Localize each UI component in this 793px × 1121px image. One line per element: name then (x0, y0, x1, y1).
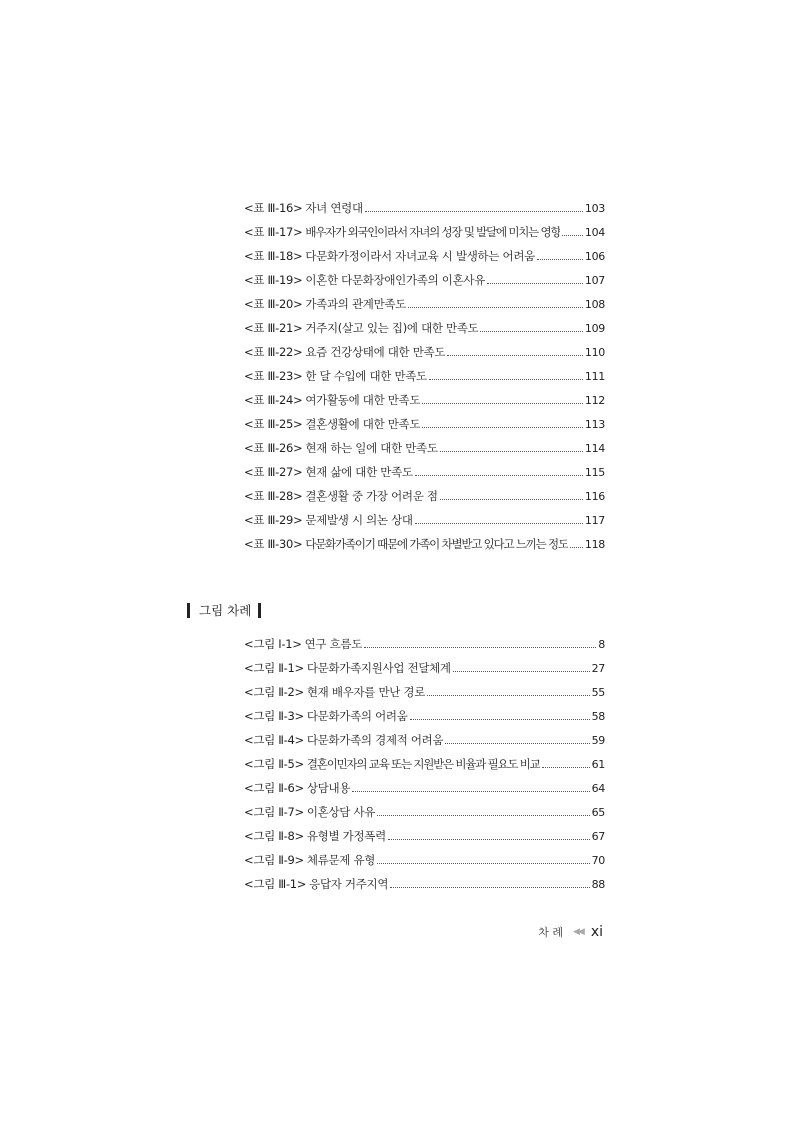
dot-leader (445, 743, 589, 744)
entry-page-number: 58 (591, 710, 605, 723)
entry-page-number: 65 (591, 806, 605, 819)
entry-title: 다문화가족이기 때문에 가족이 차별받고 있다고 느끼는 정도 (305, 537, 568, 551)
entry-page-number: 70 (591, 854, 605, 867)
dot-leader (422, 403, 583, 404)
entry-page-number: 113 (584, 418, 605, 431)
entry-code: <표 Ⅲ-26> (244, 441, 303, 455)
entry-code: <그림 Ⅱ-5> (244, 757, 304, 771)
entry-code: <그림 Ⅱ-8> (244, 829, 304, 843)
toc-entry[interactable] (244, 704, 605, 728)
entry-code: <표 Ⅲ-30> (244, 537, 303, 551)
toc-entry[interactable] (244, 196, 605, 220)
entry-title: 결혼이민자의 교육 또는 지원받은 비율과 필요도 비교 (306, 757, 540, 771)
entry-title: 연구 흐름도 (304, 637, 363, 651)
entry-title: 배우자가 외국인이라서 자녀의 성장 및 발달에 미치는 영향 (305, 225, 561, 239)
entry-page-number: 59 (591, 734, 605, 747)
toc-entry[interactable] (244, 436, 605, 460)
dot-leader (427, 695, 590, 696)
dot-leader (410, 719, 590, 720)
dot-leader (415, 475, 583, 476)
heading-bar-right (258, 603, 261, 618)
entry-code: <그림 Ⅲ-1> (244, 877, 307, 891)
entry-title: 요즘 건강상태에 대한 만족도 (305, 345, 446, 359)
dot-leader (447, 355, 583, 356)
entry-title: 현재 삶에 대한 만족도 (305, 465, 413, 479)
entry-code: <그림 Ⅱ-3> (244, 709, 304, 723)
dot-leader (570, 547, 583, 548)
entry-title: 유형별 가정폭력 (306, 829, 386, 843)
entry-title: 결혼생활 중 가장 어려운 점 (305, 489, 438, 503)
dot-leader (487, 283, 583, 284)
entry-title: 다문화가족의 경제적 어려움 (306, 733, 444, 747)
entry-code: <표 Ⅲ-27> (244, 465, 303, 479)
figures-section-heading (187, 601, 261, 619)
dot-leader (408, 307, 583, 308)
dot-leader (377, 815, 590, 816)
entry-code: <표 Ⅲ-24> (244, 393, 303, 407)
entry-page-number: 103 (584, 202, 605, 215)
figures-heading-label: 그림 차례 (199, 603, 252, 618)
dot-leader (562, 235, 583, 236)
entry-title: 다문화가족지원사업 전달체계 (306, 661, 451, 675)
toc-entry[interactable] (244, 340, 605, 364)
entry-code: <표 Ⅲ-20> (244, 297, 303, 311)
dot-leader (364, 647, 596, 648)
toc-entry[interactable] (244, 680, 605, 704)
entry-code: <표 Ⅲ-22> (244, 345, 303, 359)
toc-entry[interactable] (244, 800, 605, 824)
toc-entry[interactable] (244, 484, 605, 508)
dot-leader (388, 839, 590, 840)
toc-entry[interactable] (244, 412, 605, 436)
entry-code: <표 Ⅲ-28> (244, 489, 303, 503)
entry-page-number: 64 (591, 782, 605, 795)
entry-page-number: 106 (584, 250, 605, 263)
entry-page-number: 27 (591, 662, 605, 675)
entry-page-number: 107 (584, 274, 605, 287)
toc-entry[interactable] (244, 460, 605, 484)
entry-page-number: 55 (591, 686, 605, 699)
entry-code: <표 Ⅲ-18> (244, 249, 303, 263)
toc-entry[interactable] (244, 508, 605, 532)
entry-title: 체류문제 유형 (306, 853, 376, 867)
table-of-figures (244, 632, 605, 896)
toc-entry[interactable] (244, 268, 605, 292)
entry-code: <표 Ⅲ-17> (244, 225, 303, 239)
toc-entry[interactable] (244, 316, 605, 340)
entry-code: <표 Ⅲ-25> (244, 417, 303, 431)
entry-title: 현재 하는 일에 대한 만족도 (305, 441, 438, 455)
entry-page-number: 108 (584, 298, 605, 311)
entry-code: <표 Ⅲ-16> (244, 201, 303, 215)
toc-entry[interactable] (244, 532, 605, 556)
toc-entry[interactable] (244, 632, 605, 656)
entry-page-number: 67 (591, 830, 605, 843)
dot-leader (440, 499, 583, 500)
toc-entry[interactable] (244, 220, 605, 244)
entry-page-number: 114 (584, 442, 605, 455)
page-number: xi (590, 924, 603, 940)
entry-page-number: 118 (584, 538, 605, 551)
heading-bar-left (187, 603, 190, 618)
entry-title: 현재 배우자를 만난 경로 (306, 685, 426, 699)
dot-leader (352, 791, 589, 792)
entry-code: <표 Ⅲ-21> (244, 321, 303, 335)
toc-entry[interactable] (244, 824, 605, 848)
entry-title: 가족과의 관계만족도 (305, 297, 406, 311)
dot-leader (542, 767, 590, 768)
toc-entry[interactable] (244, 776, 605, 800)
dot-leader (480, 331, 582, 332)
double-arrow-left-icon: ◀◀ (572, 927, 583, 937)
toc-entry[interactable] (244, 872, 605, 896)
dot-leader (440, 451, 583, 452)
entry-title: 다문화가족의 어려움 (306, 709, 408, 723)
toc-entry[interactable] (244, 728, 605, 752)
toc-entry[interactable] (244, 292, 605, 316)
page-footer (538, 924, 603, 940)
entry-code: <그림 Ⅱ-1> (244, 661, 304, 675)
entry-title: 상담내용 (306, 781, 351, 795)
dot-leader (422, 427, 583, 428)
toc-entry[interactable] (244, 752, 605, 776)
dot-leader (365, 211, 583, 212)
toc-entry[interactable] (244, 364, 605, 388)
entry-code: <표 Ⅲ-29> (244, 513, 303, 527)
toc-entry[interactable] (244, 244, 605, 268)
entry-code: <표 Ⅲ-23> (244, 369, 303, 383)
dot-leader (429, 379, 583, 380)
table-of-tables (244, 196, 605, 556)
entry-page-number: 115 (584, 466, 605, 479)
entry-code: <그림 Ⅱ-6> (244, 781, 304, 795)
entry-page-number: 104 (584, 226, 605, 239)
entry-page-number: 116 (584, 490, 605, 503)
entry-code: <그림 Ⅱ-4> (244, 733, 304, 747)
footer-label: 차 례 (538, 926, 563, 939)
entry-title: 거주지(살고 있는 집)에 대한 만족도 (305, 321, 479, 335)
entry-page-number: 88 (591, 878, 605, 891)
entry-page-number: 8 (598, 638, 605, 651)
dot-leader (415, 523, 583, 524)
entry-title: 한 달 수입에 대한 만족도 (305, 369, 427, 383)
toc-entry[interactable] (244, 388, 605, 412)
entry-page-number: 111 (584, 370, 605, 383)
entry-code: <그림 Ⅰ-1> (244, 637, 302, 651)
entry-page-number: 61 (591, 758, 605, 771)
entry-title: 결혼생활에 대한 만족도 (305, 417, 421, 431)
entry-title: 다문화가정이라서 자녀교육 시 발생하는 어려움 (305, 249, 535, 263)
dot-leader (537, 259, 583, 260)
entry-code: <표 Ⅲ-19> (244, 273, 303, 287)
entry-page-number: 109 (584, 322, 605, 335)
dot-leader (377, 863, 590, 864)
toc-entry[interactable] (244, 848, 605, 872)
entry-title: 이혼한 다문화장애인가족의 이혼사유 (305, 273, 486, 287)
entry-code: <그림 Ⅱ-7> (244, 805, 304, 819)
toc-entry[interactable] (244, 656, 605, 680)
entry-title: 문제발생 시 의논 상대 (305, 513, 413, 527)
entry-code: <그림 Ⅱ-9> (244, 853, 304, 867)
dot-leader (453, 671, 590, 672)
dot-leader (390, 887, 589, 888)
entry-page-number: 112 (584, 394, 605, 407)
entry-title: 응답자 거주지역 (309, 877, 389, 891)
entry-page-number: 117 (584, 514, 605, 527)
entry-title: 여가활동에 대한 만족도 (305, 393, 421, 407)
entry-title: 자녀 연령대 (305, 201, 363, 215)
entry-page-number: 110 (584, 346, 605, 359)
entry-title: 이혼상담 사유 (306, 805, 376, 819)
entry-code: <그림 Ⅱ-2> (244, 685, 304, 699)
